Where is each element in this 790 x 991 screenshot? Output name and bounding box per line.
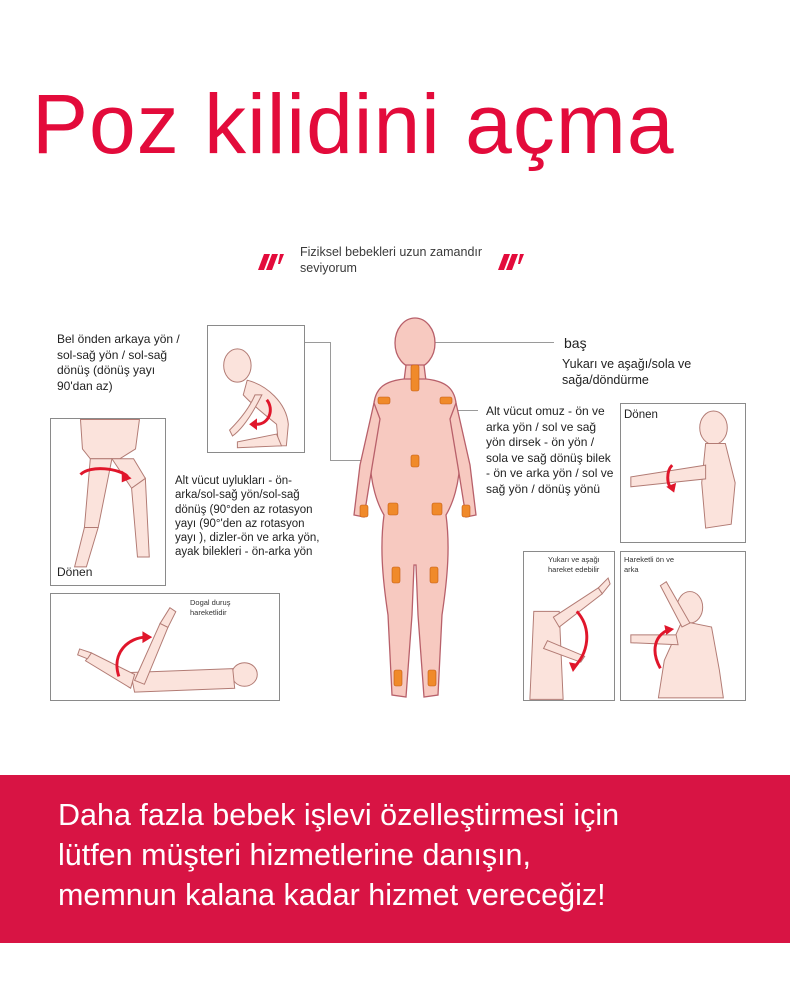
up-down-label: Yukarı ve aşağı hareket edebilir — [548, 555, 600, 574]
female-body-outline — [340, 315, 490, 710]
footer-line-3: memnun kalana kadar hizmet vereceğiz! — [58, 878, 606, 912]
body-figure — [340, 315, 490, 710]
connector-line — [305, 342, 330, 343]
footer-line-2: lütfen müşteri hizmetlerine danışın, — [58, 838, 531, 872]
connector-line — [330, 342, 331, 460]
upper-body-label: Alt vücut omuz - ön ve arka yön / sol ve sağ yön dirsek - ön yön / sola ve sağ dönüş bilek - ön ve arka yön / sol ve sağ yön / dönüş yönü — [486, 404, 614, 496]
footer-text — [58, 795, 768, 915]
head-title-label: baş — [564, 335, 587, 351]
tagline-text: Fiziksel bebekleri uzun zamandır seviyorum — [300, 245, 483, 275]
rotating-arm-panel — [620, 403, 746, 543]
tagline-block — [258, 242, 538, 278]
front-back-label: Hareketli ön ve arka — [624, 555, 675, 574]
head-desc-label: Yukarı ve aşağı/sola ve sağa/döndürme — [562, 357, 692, 387]
thigh-panel — [50, 418, 166, 586]
rotating-label-left: Dönen — [57, 565, 93, 579]
stripe-icon — [498, 254, 524, 270]
waist-panel — [207, 325, 305, 453]
waist-bend-illustration — [208, 326, 304, 452]
lower-body-label: Alt vücut uylukları - ön-arka/sol-sağ yön/sol-sağ dönüş (90°den az rotasyon yayı (90°'den az rotasyon yayı ), dizler-ön ve arka yön, ayak bilekleri - ön-arka yön — [175, 475, 320, 559]
natural-pose-label: Dogal duruş hareketlidir — [190, 598, 231, 617]
rotating-label-right: Dönen — [624, 409, 658, 421]
page-title: Poz kilidini açma — [32, 77, 675, 171]
stripe-icon — [258, 254, 284, 270]
thigh-rotation-illustration — [51, 419, 165, 585]
waist-label: Bel önden arkaya yön / sol-sağ yön / sol-sağ dönüş (dönüş yayı 90'dan az) — [57, 332, 180, 393]
footer-line-1: Daha fazla bebek işlevi özelleştirmesi için — [58, 798, 620, 832]
arm-rotation-illustration — [621, 404, 745, 542]
